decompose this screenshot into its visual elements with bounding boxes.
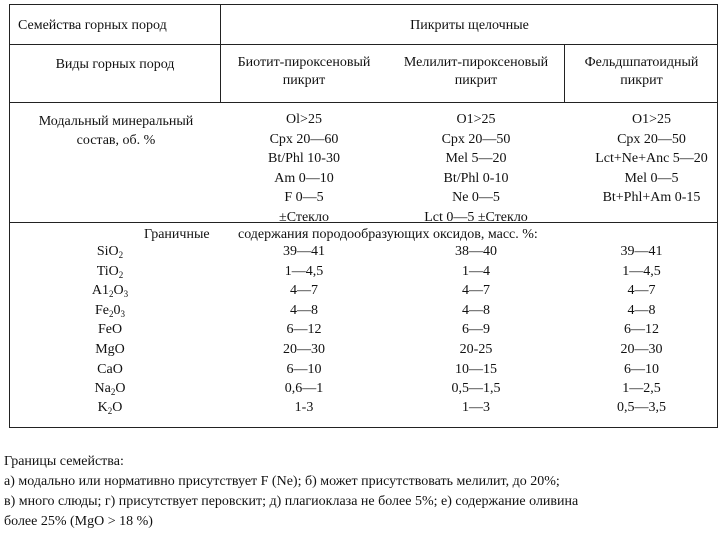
oxide-row: MgO <box>95 341 125 357</box>
oxide-row: CaO <box>97 361 123 377</box>
oxide-row: $A1_2O_3$ <box>91 283 129 300</box>
family-notes <box>4 452 716 532</box>
oxide-row: TiO$_2$ <box>96 263 124 280</box>
oxide-list <box>60 242 160 416</box>
oxide-row: SiO$_2$ <box>96 244 124 260</box>
notes-line: более 25% (MgO > 18 %) <box>4 514 153 529</box>
modal-label: Модальный минеральный состав, об. % <box>38 114 194 148</box>
type-col1: Биотит-пироксеновый пикрит <box>237 55 371 88</box>
row-divider <box>10 44 717 45</box>
oxide-row: FeO <box>97 322 123 338</box>
oxide-row: $K_2O$ <box>97 399 123 416</box>
notes-heading: Границы семейства: <box>4 454 124 469</box>
boundaries-caption-right: содержания породообразующих оксидов, масс. %: <box>238 227 538 242</box>
modal-col1: Ol>25 Cpx 20—60 Bt/Phl 10-30 Am 0—10 F 0—5 ±Стекло <box>268 112 340 225</box>
row-divider <box>10 102 717 103</box>
modal-col2: O1>25 Cpx 20—50 Mel 5—20 Bt/Phl 0-10 Ne 0—5 Lct 0—5 ±Стекло <box>424 112 528 225</box>
boundary-col2: 38—40 1—4 4—7 4—8 6—9 20-25 10—15 0,5—1,5 1—3 <box>451 244 501 415</box>
type-col2: Мелилит-пироксеновый пикрит <box>403 55 549 88</box>
types-label: Виды горных пород <box>55 57 175 72</box>
petrography-table <box>9 4 718 428</box>
modal-col3: O1>25 Cpx 20—50 Lct+Ne+Anc 5—20 Mel 0—5 Bt+Phl+Am 0-15 <box>595 112 708 206</box>
type-col3: Фельдшпатоидный пикрит <box>584 55 699 88</box>
boundary-col1: 39—41 1—4,5 4—7 4—8 6—12 20—30 6—10 0,6—1 1-3 <box>283 244 325 415</box>
boundaries-caption-left: Граничные <box>144 227 210 242</box>
oxide-row: $Fe_20_3$ <box>95 302 125 319</box>
oxide-row: $Na_2O$ <box>94 381 126 398</box>
notes-line: а) модально или нормативно присутствует F (Ne); б) может присутствовать мелилит, до 20%; <box>4 474 560 489</box>
family-value: Пикриты щелочные <box>410 18 529 33</box>
notes-line: в) много слюды; г) присутствует перовскит; д) плагиоклаза не более 5%; е) содержание оливина <box>4 494 579 509</box>
family-label: Семейства горных пород <box>18 18 167 33</box>
boundary-col3: 39—41 1—4,5 4—7 4—8 6—12 20—30 6—10 1—2,5 0,5—3,5 <box>617 244 666 415</box>
